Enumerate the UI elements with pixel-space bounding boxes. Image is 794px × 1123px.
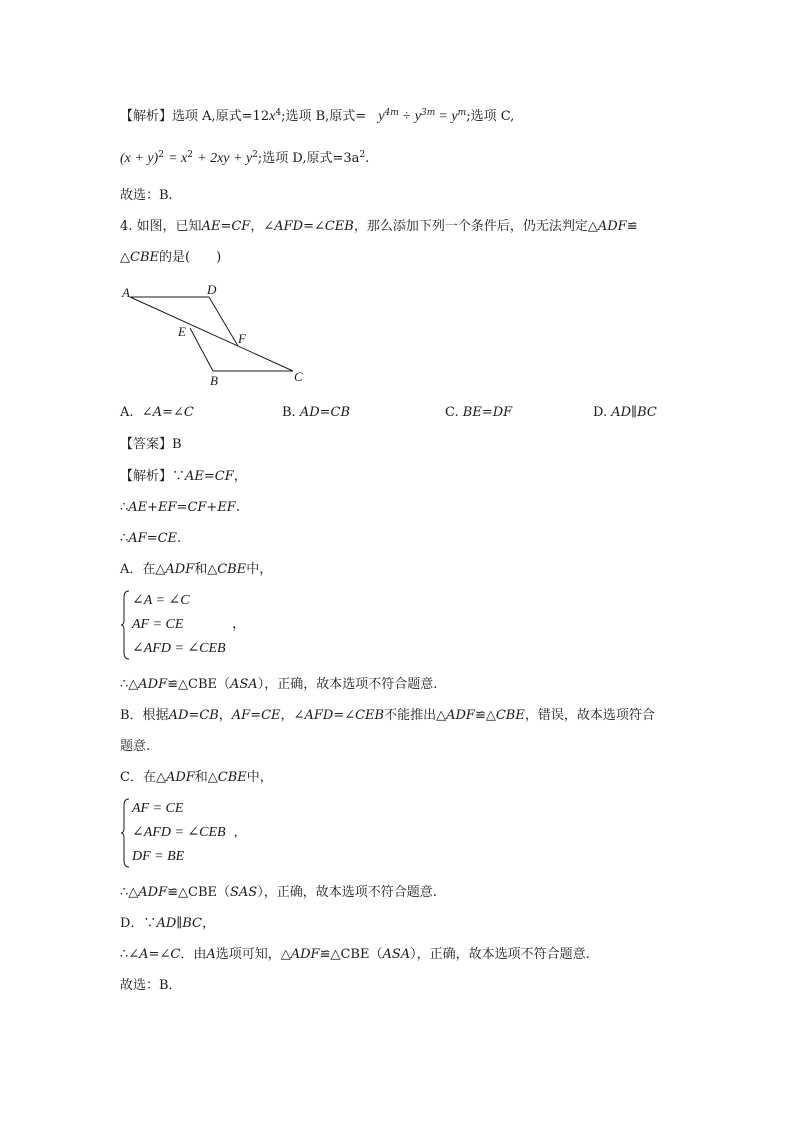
case-c-intro: C．在△ADF和△CBE中， — [120, 770, 273, 785]
segment-df — [209, 297, 238, 346]
option-b[interactable]: B. AD=CB — [282, 405, 351, 420]
case-a-conclusion: ∴△ADF≌△CBE（ASA），正确，故本选项不符合题意. — [120, 677, 438, 692]
brace-icon — [120, 798, 130, 868]
case-a-intro: A．在△ADF和△CBE中， — [120, 562, 273, 577]
system-c: AF = CE ∠AFD = ∠CEB DF = BE , — [120, 798, 320, 868]
analysis-line-2: ∴AE+EF=CF+EF. — [120, 500, 240, 515]
prev-conclusion: 故选：B. — [120, 188, 173, 203]
option-a[interactable]: A. ∠A=∠C — [120, 405, 194, 420]
case-d-line-1: D．∵AD∥BC， — [120, 916, 216, 931]
case-d-line-2: ∴∠A=∠C．由A选项可知，△ADF≌△CBE（ASA），正确，故本选项不符合题意. — [120, 947, 590, 962]
case-b-line-1: B．根据AD=CB，AF=CE，∠AFD=∠CEB不能推出△ADF≌△CBE，错误，故本选项符合 — [120, 708, 655, 723]
segment-ac — [130, 297, 293, 371]
analysis-line-3: ∴AF=CE. — [120, 531, 182, 546]
label-f: F — [238, 331, 246, 346]
label-c: C — [294, 369, 303, 384]
segment-eb — [190, 328, 213, 371]
label-a: A — [122, 285, 130, 300]
prev-analysis-line-2: $(x + y)^2 = x^2 + 2xy + y^2$;选项 D,原式$=3a^2$. — [120, 150, 370, 166]
prev-analysis-line-1: 【解析】选项 A,原式$=12x^4$;选项 B,原式= $y^{4m} \div y^{3m} = y^m$;选项 C, — [120, 108, 515, 124]
option-d[interactable]: D. AD∥BC — [593, 405, 657, 420]
case-c-conclusion: ∴△ADF≌△CBE（SAS），正确，故本选项不符合题意. — [120, 885, 437, 900]
option-c[interactable]: C. BE=DF — [445, 405, 513, 420]
case-b-line-2: 题意. — [120, 739, 151, 754]
analysis-line-1: 【解析】∵AE=CF， — [120, 469, 247, 484]
brace-icon — [120, 590, 130, 660]
system-a: ∠A = ∠C AF = CE ∠AFD = ∠CEB ， — [120, 590, 320, 660]
answer: 【答案】B — [120, 437, 182, 452]
label-e: E — [178, 324, 186, 339]
final-answer: 故选：B． — [120, 978, 182, 993]
label-d: D — [207, 283, 217, 297]
question-line-2: △CBE的是( ) — [120, 250, 222, 265]
geometry-figure — [118, 283, 318, 388]
question-line-1: 4. 如图，已知AE=CF，∠AFD=∠CEB，那么添加下列一个条件后，仍无法判定△ADF≌ — [120, 219, 638, 234]
label-b: B — [210, 373, 218, 388]
